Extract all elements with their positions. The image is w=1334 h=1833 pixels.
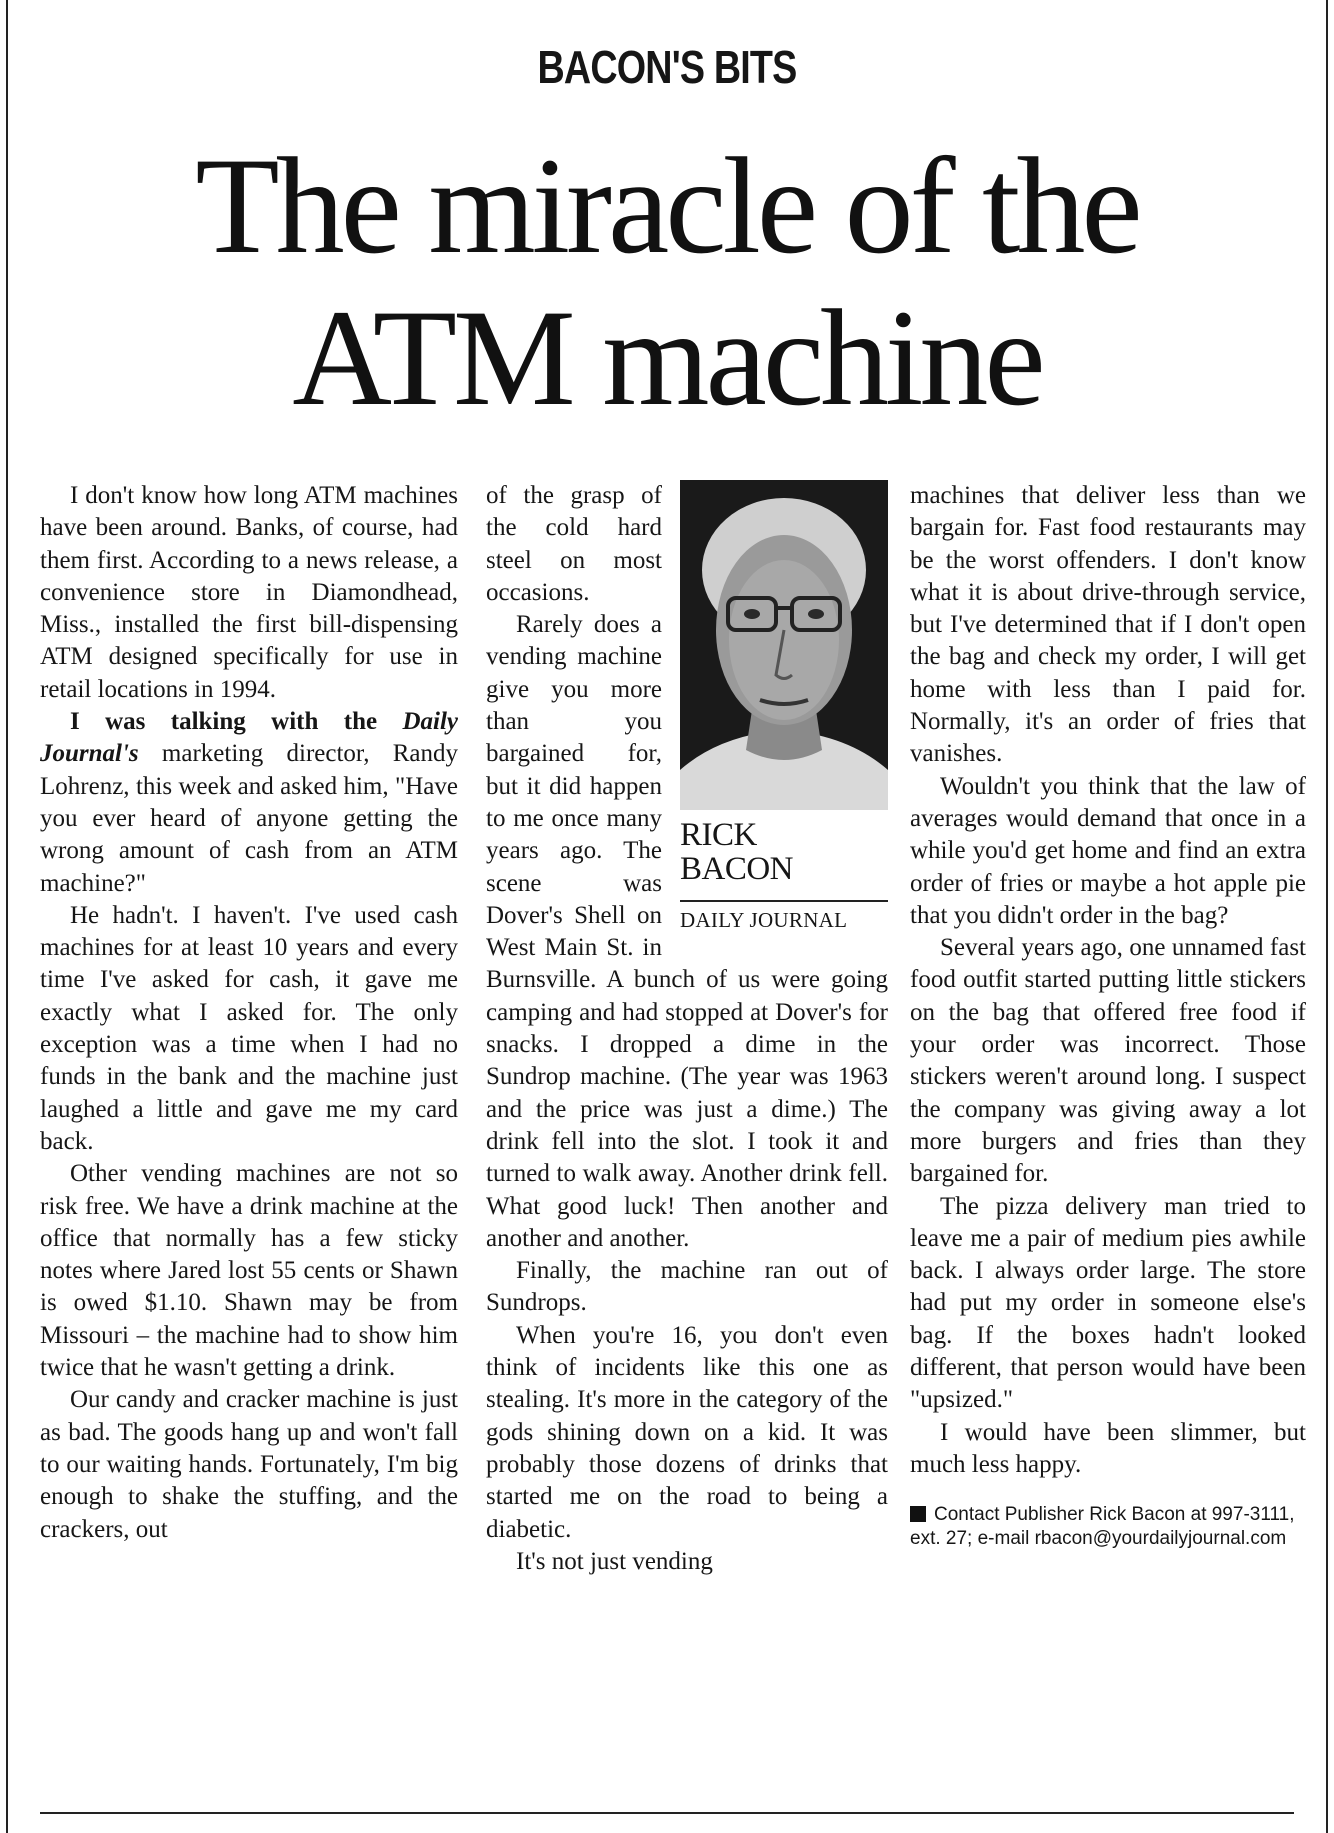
paragraph: The pizza delivery man tried to leave me a pair of medium pies awhile back. I always order large. The store had put my order in someone else's bag. If the boxes hadn't looked different, that person would have been "upsized." [910, 1192, 1306, 1414]
paragraph [40, 706, 458, 900]
paragraph: of the grasp of the cold hard steel on most occasions. [486, 482, 662, 606]
paragraph-text: marketing director, Randy Lohrenz, this week and asked him, "Have you ever heard of anyone getting the wrong amount of cash from an ATM machine?" [40, 740, 458, 897]
paragraph: Several years ago, one unnamed fast food outfit started putting little stickers on the bag that offered free food if your order was incorrect. Those stickers weren't around long. I suspect the company was giving away a lot more burgers and fries than they bargained for. [910, 934, 1306, 1188]
author-mugshot [680, 480, 888, 932]
paragraph: He hadn't. I haven't. I've used cash machines for at least 10 years and every time I've asked for cash, it gave me exactly what I asked for. The only exception was a time when I had no funds in the bank and the machine just laughed a little and gave me my card back. [40, 901, 458, 1155]
paragraph: I don't know how long ATM machines have been around. Banks, of course, had them first. According to a news release, a convenience store in Diamondhead, Miss., installed the first bill-dispensing ATM designed specifically for use in retail locations in 1994. [40, 482, 458, 703]
paragraph: Rarely does a vending machine give you more than you bargained for, but it did happen to me once many years ago. The scene was Dover's Shell on West Main St. in Burnsville. A bunch of us were going camping and had stopped at Dover's for snacks. I dropped a dime in the Sundrop machine. (The year was 1963 and the price was just a dime.) The drink fell into the slot. I took it and turned to walk away. Another drink fell. What good luck! Then another and another and another. [486, 611, 888, 1252]
article-column-1 [40, 480, 458, 1546]
bottom-divider [40, 1812, 1294, 1814]
byline-last-name: BACON [680, 851, 794, 887]
paragraph: Other vending machines are not so risk free. We have a drink machine at the office that normally has a few sticky notes where Jared lost 55 cents or Shawn is owed $1.10. Shawn may be from Missouri – the machine had to show him twice that he wasn't getting a drink. [40, 1160, 458, 1382]
paragraph-lead: I was talking with the [70, 708, 403, 736]
byline-first-name: RICK [680, 817, 757, 853]
portrait-image [680, 480, 888, 810]
paragraph: machines that deliver less than we bargain for. Fast food restaurants may be the worst offenders. I don't know what it is about drive-through service, but I've determined that if I don't open the bag and check my order, I will get home with less than I paid for. Normally, it's an order of fries that vanishes. [910, 482, 1306, 768]
article-column-3 [910, 480, 1306, 1551]
contact-text: Contact Publisher Rick Bacon at 997-3111, ext. 27; e-mail rbacon@yourdailyjournal.com [910, 1504, 1295, 1550]
paragraph: Our candy and cracker machine is just as bad. The goods hang up and won't fall to our waiting hands. Fortunately, I'm big enough to shake the stuffing, and the crackers, out [40, 1386, 458, 1543]
paragraph: I would have been slimmer, but much less happy. [910, 1418, 1306, 1478]
paragraph: Finally, the machine ran out of Sundrops. [486, 1257, 888, 1317]
author-photo [680, 480, 888, 810]
headline-line-2: ATM machine [292, 281, 1042, 434]
publication-name: Daily Journal's [40, 708, 458, 768]
headline [0, 130, 1334, 434]
square-bullet-icon [910, 1506, 926, 1522]
byline-divider [680, 900, 888, 902]
column-kicker: BACON'S BITS [537, 41, 797, 93]
paragraph: When you're 16, you don't even think of incidents like this one as stealing. It's more in the category of the gods shining down on a kid. It was probably those dozens of drinks that started me on the road to being a diabetic. [486, 1321, 888, 1543]
paragraph: It's not just vending [516, 1547, 713, 1575]
byline-name [680, 818, 888, 886]
article-column-2 [486, 480, 888, 1578]
contact-info [910, 1503, 1306, 1551]
byline-publication: DAILY JOURNAL [680, 908, 848, 932]
headline-line-1: The miracle of the [195, 129, 1139, 282]
paragraph: Wouldn't you think that the law of averages would demand that once in a while you'd get home and find an extra order of fries or maybe a hot apple pie that you didn't order in the bag? [910, 772, 1306, 929]
